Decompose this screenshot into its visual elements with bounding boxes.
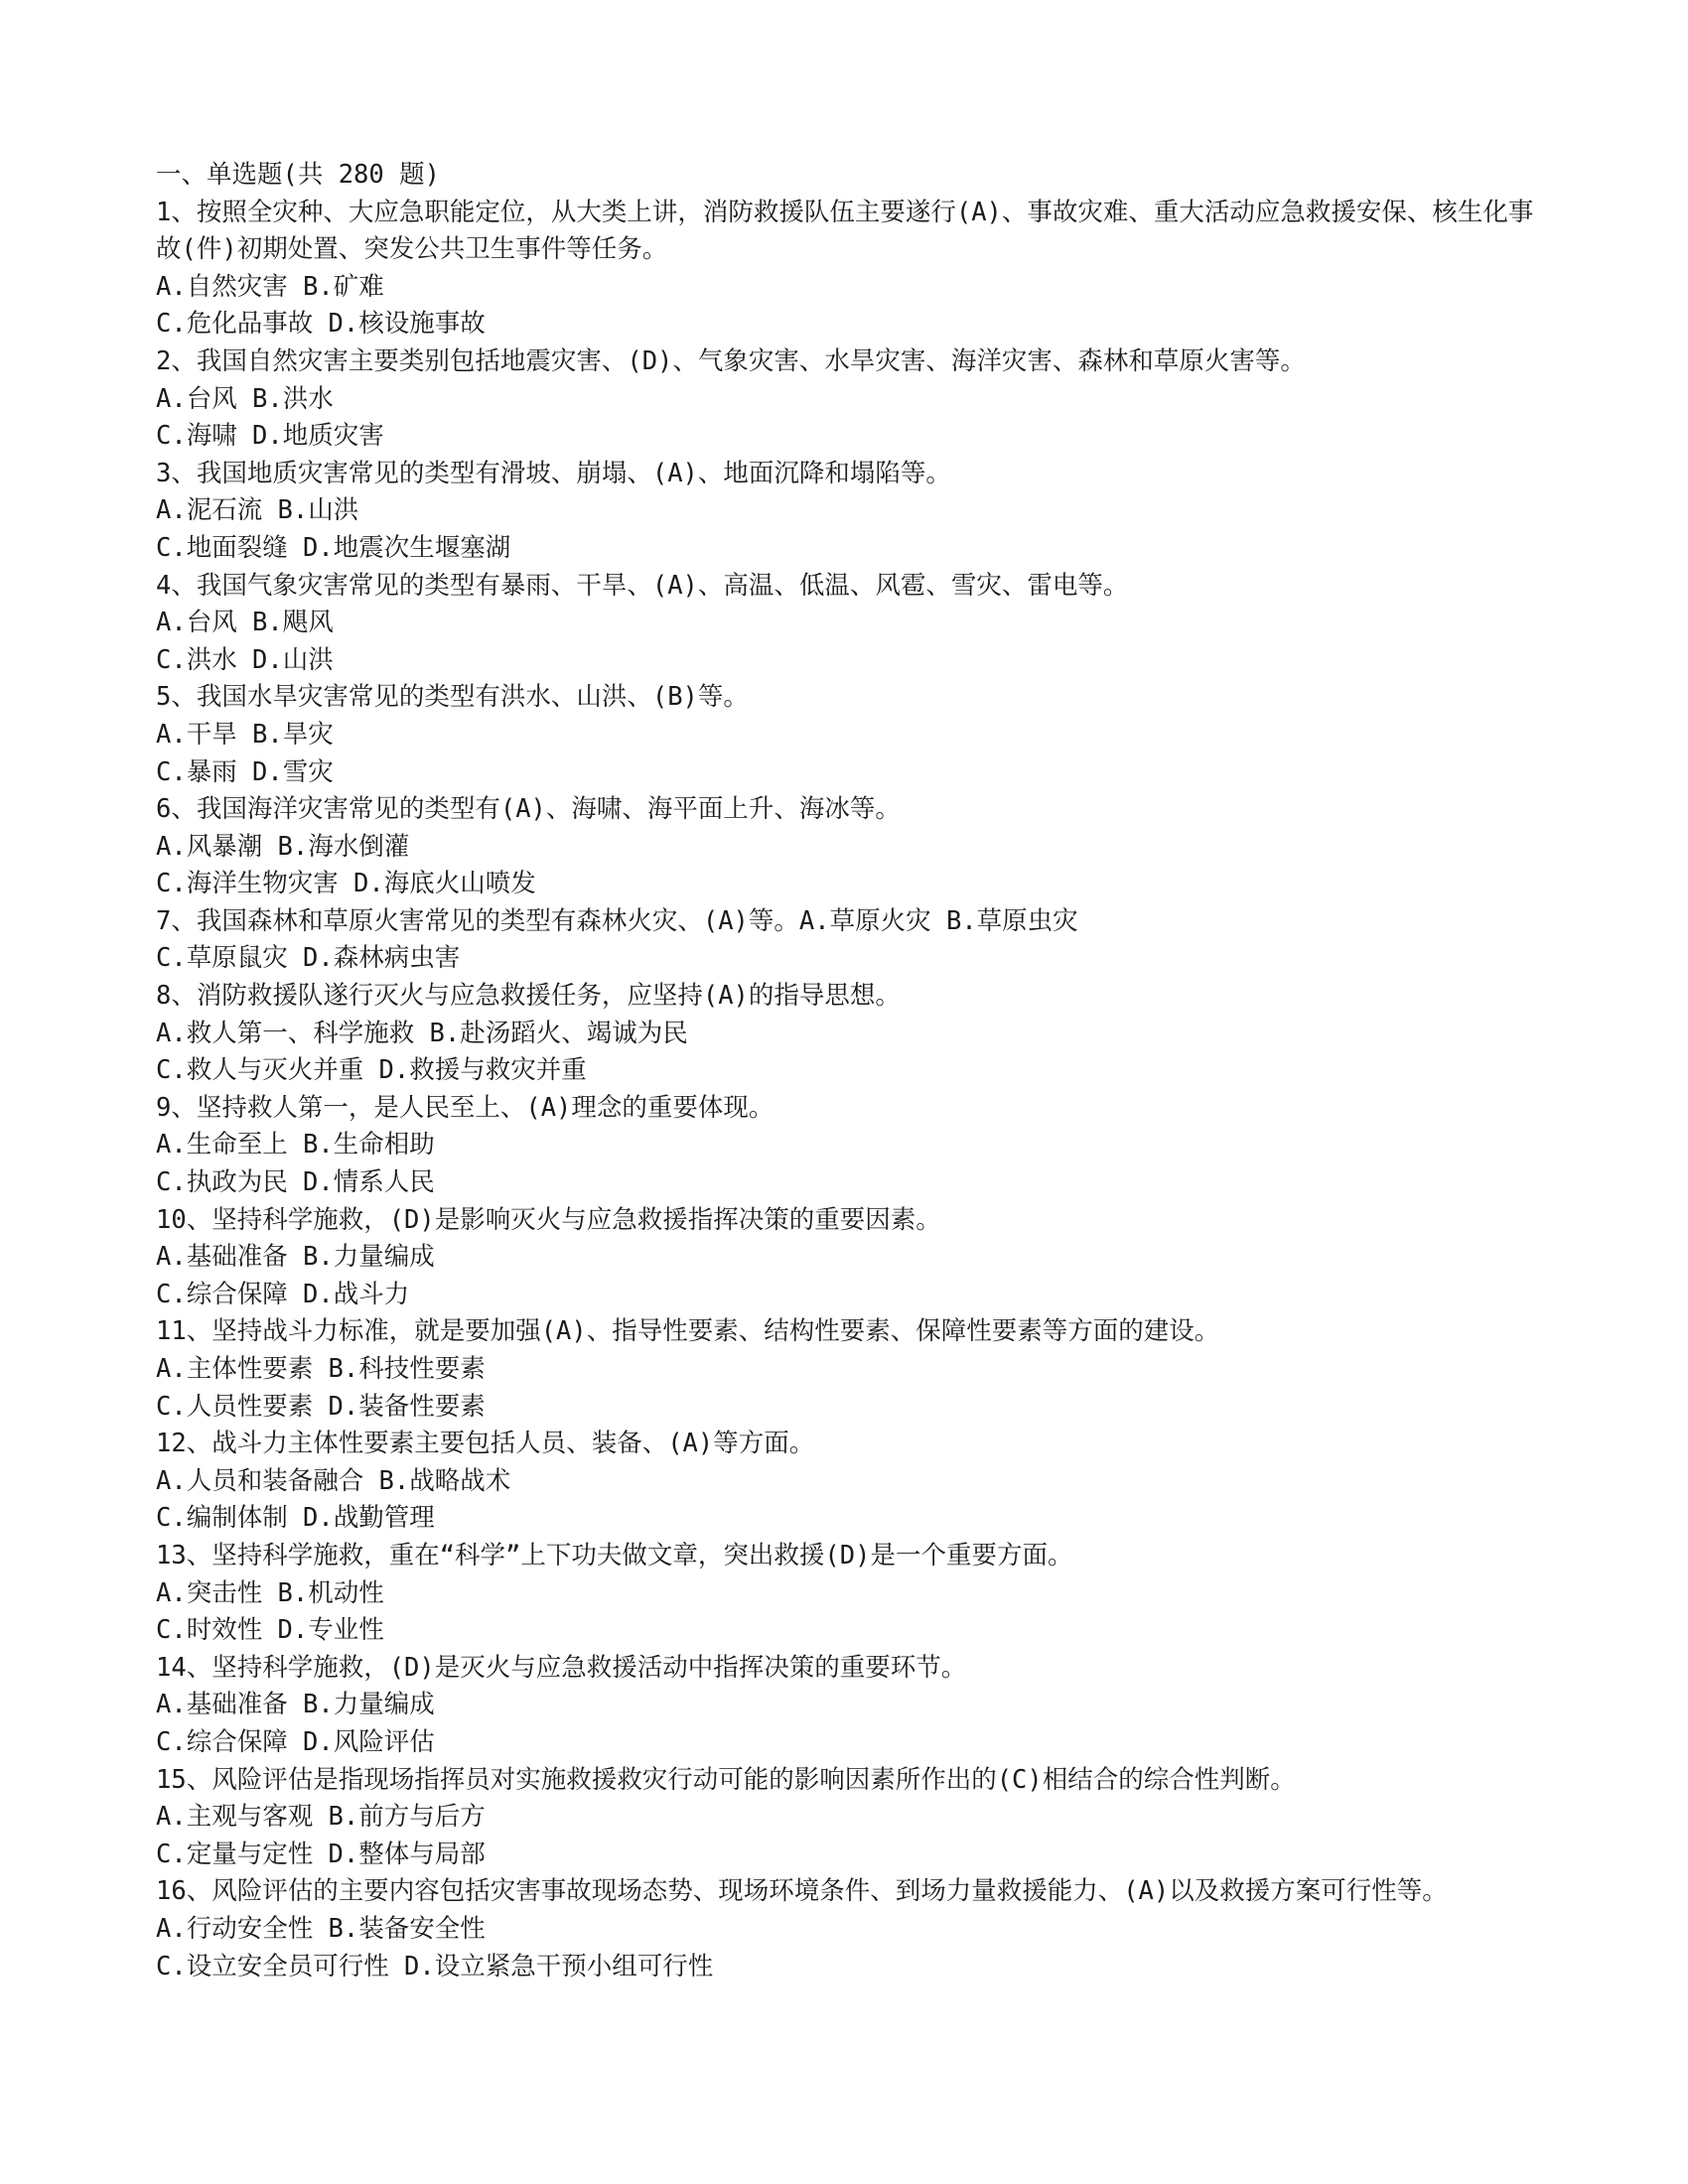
question-options: C.地面裂缝 D.地震次生堰塞湖	[156, 532, 511, 563]
question-stem: 12、战斗力主体性要素主要包括人员、装备、(A)等方面。	[156, 1429, 815, 1459]
question-options: C.危化品事故 D.核设施事故	[156, 309, 486, 340]
question-options: C.洪水 D.山洪	[156, 644, 334, 675]
question-stem: 11、坚持战斗力标准，就是要加强(A)、指导性要素、结构性要素、保障性要素等方面的建设。	[156, 1316, 1220, 1347]
question-stem: 1、按照全灾种、大应急职能定位，从大类上讲，消防救援队伍主要遂行(A)、事故灾难、重大活动应急救援安保、核生化事故(件)初期处置、突发公共卫生事件等任务。	[156, 197, 1534, 265]
question-item	[156, 679, 1536, 791]
question-stem: 10、坚持科学施救，(D)是影响灭火与应急救援指挥决策的重要因素。	[156, 1204, 941, 1235]
question-options: A.主观与客观 B.前方与后方	[156, 1802, 486, 1833]
question-options: C.人员性要素 D.装备性要素	[156, 1391, 486, 1422]
question-item	[156, 1202, 1536, 1314]
question-options: C.综合保障 D.风险评估	[156, 1726, 435, 1757]
question-options: A.主体性要素 B.科技性要素	[156, 1354, 486, 1384]
question-options: A.台风 B.洪水	[156, 383, 334, 414]
question-item	[156, 903, 1536, 978]
question-options: A.基础准备 B.力量编成	[156, 1242, 435, 1273]
question-options: C.海啸 D.地质灾害	[156, 421, 384, 452]
question-stem: 9、坚持救人第一，是人民至上、(A)理念的重要体现。	[156, 1092, 774, 1123]
question-options: A.人员和装备融合 B.战略战术	[156, 1465, 511, 1496]
question-options: C.设立安全员可行性 D.设立紧急干预小组可行性	[156, 1951, 714, 1981]
question-options: C.救人与灭火并重 D.救援与救灾并重	[156, 1055, 587, 1086]
question-item	[156, 195, 1536, 343]
question-options: A.救人第一、科学施救 B.赴汤蹈火、竭诚为民	[156, 1018, 688, 1048]
question-stem: 15、风险评估是指现场指挥员对实施救援救灾行动可能的影响因素所作出的(C)相结合的综合性判断。	[156, 1764, 1296, 1795]
question-item	[156, 456, 1536, 568]
question-options: C.海洋生物灾害 D.海底火山喷发	[156, 869, 536, 899]
question-options: A.自然灾害 B.矿难	[156, 271, 384, 302]
question-stem: 8、消防救援队遂行灭火与应急救援任务，应坚持(A)的指导思想。	[156, 981, 901, 1012]
question-options: C.定量与定性 D.整体与局部	[156, 1839, 486, 1869]
question-options: C.编制体制 D.战勤管理	[156, 1503, 435, 1534]
question-options: A.风暴潮 B.海水倒灌	[156, 831, 410, 862]
question-item	[156, 1650, 1536, 1762]
question-stem: 16、风险评估的主要内容包括灾害事故现场态势、现场环境条件、到场力量救援能力、(A)以及救援方案可行性等。	[156, 1876, 1448, 1907]
question-stem: 2、我国自然灾害主要类别包括地震灾害、(D)、气象灾害、水旱灾害、海洋灾害、森林和草原火害等。	[156, 345, 1306, 376]
question-options: A.行动安全性 B.装备安全性	[156, 1913, 486, 1944]
question-item	[156, 1090, 1536, 1202]
question-options: C.执政为民 D.情系人民	[156, 1167, 435, 1198]
question-stem: 13、坚持科学施救，重在“科学”上下功夫做文章，突出救援(D)是一个重要方面。	[156, 1540, 1073, 1570]
question-item	[156, 978, 1536, 1090]
question-options: C.草原鼠灾 D.森林病虫害	[156, 943, 461, 974]
question-stem: 14、坚持科学施救，(D)是灭火与应急救援活动中指挥决策的重要环节。	[156, 1652, 967, 1683]
question-options: C.综合保障 D.战斗力	[156, 1279, 410, 1309]
question-stem: 3、我国地质灾害常见的类型有滑坡、崩塌、(A)、地面沉降和塌陷等。	[156, 458, 951, 488]
question-options: A.干旱 B.旱灾	[156, 719, 334, 750]
question-item	[156, 1313, 1536, 1426]
question-item	[156, 1762, 1536, 1874]
question-options: A.突击性 B.机动性	[156, 1577, 384, 1608]
document-page	[156, 157, 1536, 1985]
question-item	[156, 791, 1536, 903]
question-stem: 4、我国气象灾害常见的类型有暴雨、干旱、(A)、高温、低温、风雹、雪灾、雷电等。	[156, 570, 1129, 601]
question-options: A.泥石流 B.山洪	[156, 495, 359, 526]
question-options: A.基础准备 B.力量编成	[156, 1690, 435, 1720]
section-title: 一、单选题(共 280 题)	[156, 160, 440, 190]
question-options: A.生命至上 B.生命相助	[156, 1130, 435, 1160]
question-item	[156, 343, 1536, 456]
question-list	[156, 195, 1536, 1986]
question-options: C.暴雨 D.雪灾	[156, 756, 334, 787]
question-item	[156, 1538, 1536, 1650]
question-stem: 7、我国森林和草原火害常见的类型有森林火灾、(A)等。A.草原火灾 B.草原虫灾	[156, 905, 1078, 936]
question-stem: 5、我国水旱灾害常见的类型有洪水、山洪、(B)等。	[156, 682, 749, 713]
question-stem: 6、我国海洋灾害常见的类型有(A)、海啸、海平面上升、海冰等。	[156, 794, 901, 825]
question-item	[156, 1873, 1536, 1985]
question-options: A.台风 B.飓风	[156, 608, 334, 638]
question-item	[156, 1426, 1536, 1538]
question-item	[156, 568, 1536, 680]
question-options: C.时效性 D.专业性	[156, 1615, 384, 1646]
